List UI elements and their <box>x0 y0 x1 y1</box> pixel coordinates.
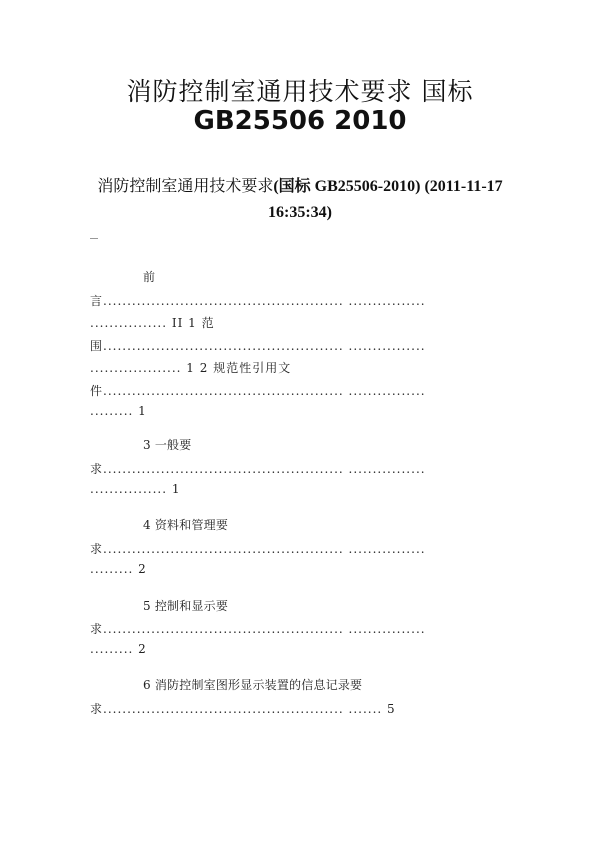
toc-entry-documents-head: 4 资料和管理要 <box>143 518 229 532</box>
toc-entry-foreword-line1: 言.................................................. ................ <box>90 294 426 308</box>
toc-entry-scope-line2: ................... 1 2 规范性引用文 <box>90 361 292 375</box>
subtitle-title-text: 消防控制室通用技术要求 <box>97 178 274 195</box>
toc-entry-documents-line2: ......... 2 <box>90 562 147 576</box>
toc-entry-foreword-head: 前 <box>143 270 156 284</box>
toc-entry-normative-refs-line2: ......... 1 <box>90 404 147 418</box>
doc-title-line-1: 消防控制室通用技术要求 国标 <box>126 77 474 106</box>
subtitle-time: 16:35:34) <box>268 204 332 221</box>
subtitle-standard-and-date: (国标 GB25506-2010) (2011-11-17 <box>273 178 503 195</box>
toc-entry-documents-line1: 求.................................................. ................ <box>90 542 426 556</box>
toc-entry-general-line2: ................ 1 <box>90 482 181 496</box>
toc-entry-scope-line1: 围.................................................. ................ <box>90 339 426 353</box>
toc-entry-graphic-display-head: 6 消防控制室图形显示装置的信息记录要 <box>143 678 363 692</box>
toc-entry-general-head: 3 一般要 <box>143 438 192 452</box>
toc-entry-foreword-line2: ................ II 1 范 <box>90 316 215 330</box>
toc-entry-normative-refs-line1: 件.................................................. ................ <box>90 384 426 398</box>
toc-entry-control-line1: 求.................................................. ................ <box>90 622 426 636</box>
toc-entry-general-line1: 求.................................................. ................ <box>90 462 426 476</box>
doc-title-line-2: GB25506 2010 <box>193 106 407 136</box>
toc-entry-control-head: 5 控制和显示要 <box>143 599 229 613</box>
toc-entry-control-line2: ......... 2 <box>90 642 147 656</box>
toc-entry-graphic-display-line1: 求.................................................. ....... 5 <box>90 702 396 716</box>
